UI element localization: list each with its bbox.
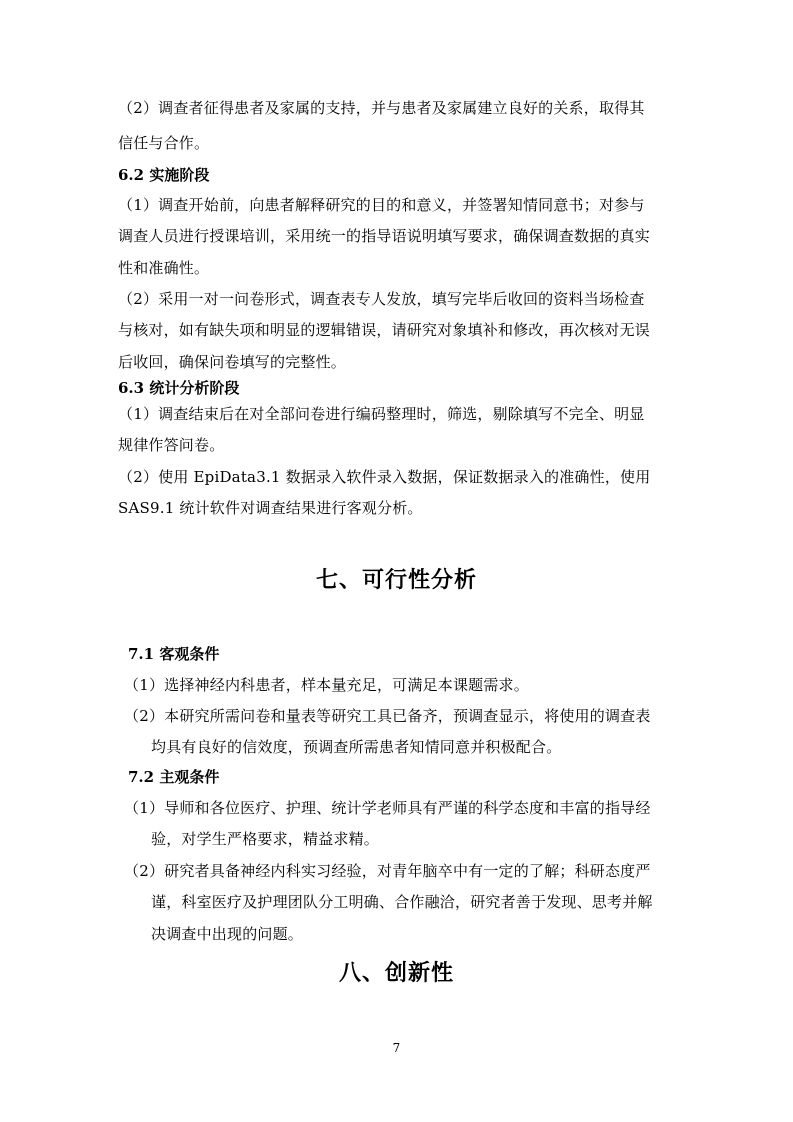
page-number: 7 [392,1041,401,1055]
text-line: 调查人员进行授课培训，采用统一的指导语说明填写要求，确保调查数据的真实 [118,227,651,245]
text-line: （2）调查者征得患者及家属的支持，并与患者及家属建立良好的关系，取得其 [118,99,645,117]
text-line: 性和准确性。 [118,259,210,277]
chapter-title-7: 七、可行性分析 [315,568,477,593]
text-line: 后收回，确保问卷填写的完整性。 [118,353,347,371]
text-line: 信任与合作。 [118,134,210,152]
text-line: （1）调查开始前，向患者解释研究的目的和意义，并签署知情同意书；对参与 [118,196,645,214]
text-line: 与核对，如有缺失项和明显的逻辑错误，请研究对象填补和修改，再次核对无误 [118,321,651,339]
text-line: （1）导师和各位医疗、护理、统计学老师具有严谨的科学态度和丰富的指导经 [124,799,651,817]
text-line: （2）采用一对一问卷形式，调查表专人发放，填写完毕后收回的资料当场检查 [118,290,645,308]
chapter-title-8: 八、创新性 [338,961,454,986]
text-line: 均具有良好的信效度，预调查所需患者知情同意并积极配合。 [151,738,562,756]
text-line: 规律作答问卷。 [118,436,225,454]
text-line: （2）使用 EpiData3.1 数据录入软件录入数据，保证数据录入的准确性，使用 [118,468,651,486]
section-heading-6-2: 6.2 实施阶段 [118,166,210,184]
section-heading-6-3: 6.3 统计分析阶段 [118,379,240,397]
text-line: （2）研究者具备神经内科实习经验，对青年脑卒中有一定的了解；科研态度严 [124,862,651,880]
text-line: （1）调查结束后在对全部问卷进行编码整理时，筛选，剔除填写不完全、明显 [118,405,645,423]
text-line: 验，对学生严格要求，精益求精。 [151,830,380,848]
section-heading-7-2: 7.2 主观条件 [128,768,220,786]
text-line: SAS9.1 统计软件对调查结果进行客观分析。 [118,499,423,517]
text-line: 谨，科室医疗及护理团队分工明确、合作融洽，研究者善于发现、思考并解 [151,893,653,911]
text-line: （1）选择神经内科患者，样本量充足，可满足本课题需求。 [124,676,529,694]
text-line: （2）本研究所需问卷和量表等研究工具已备齐，预调查显示，将使用的调查表 [124,707,651,725]
text-line: 决调查中出现的问题。 [151,925,304,943]
section-heading-7-1: 7.1 客观条件 [128,645,220,663]
